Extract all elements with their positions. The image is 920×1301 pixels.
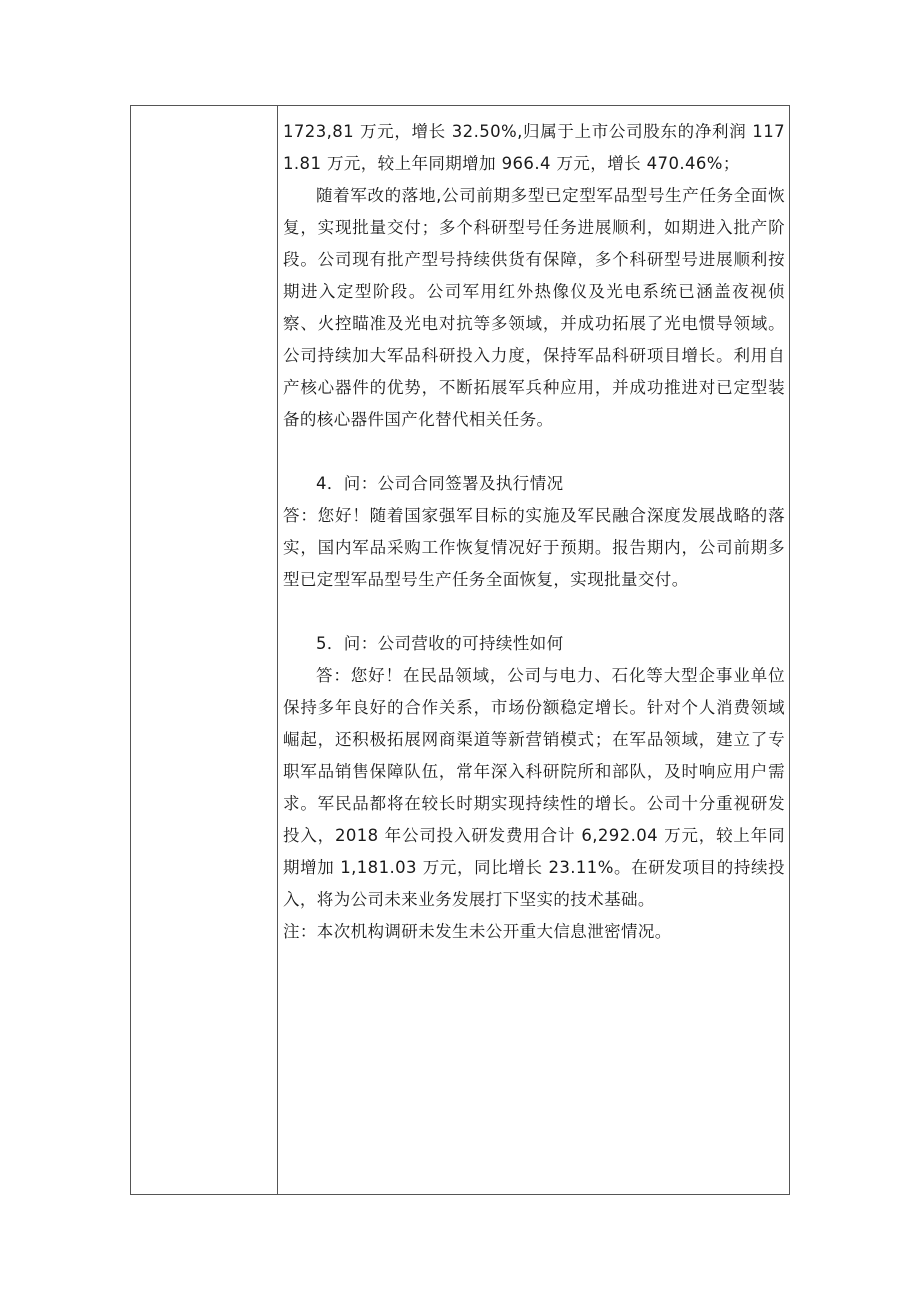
revenue-paragraph: 1723,81 万元，增长 32.50%,归属于上市公司股东的净利润 1171.81 万元，较上年同期增加 966.4 万元，增长 470.46%；: [283, 122, 785, 173]
question-4: 4．问：公司合同签署及执行情况: [316, 474, 564, 493]
military-reform-paragraph: 随着军改的落地,公司前期多型已定型军品型号生产任务全面恢复，实现批量交付；多个科研型号任务进展顺利，如期进入批产阶段。公司现有批产型号持续供货有保障，多个科研型号进展顺利按期进入定型阶段。公司军用红外热像仪及光电系统已涵盖夜视侦察、火控瞄准及光电对抗等多领域，并成功拓展了光电惯导领域。公司持续加大军品科研投入力度，保持军品科研项目增长。利用自产核心器件的优势，不断拓展军兵种应用，并成功推进对已定型装备的核心器件国产化替代相关任务。: [283, 186, 785, 429]
table-content-column: [279, 106, 789, 1194]
table-label-column: [131, 106, 278, 1194]
answer-4: 答：您好！随着国家强军目标的实施及军民融合深度发展战略的落实，国内军品采购工作恢复情况好于预期。报告期内，公司前期多型已定型军品型号生产任务全面恢复，实现批量交付。: [283, 506, 785, 589]
spacer: [283, 596, 785, 628]
answer-5: 答：您好！在民品领域，公司与电力、石化等大型企事业单位保持多年良好的合作关系，市场份额稳定增长。针对个人消费领域崛起，还积极拓展网商渠道等新营销模式；在军品领域，建立了专职军品销售保障队伍，常年深入科研院所和部队，及时响应用户需求。军民品都将在较长时期实现持续性的增长。公司十分重视研发投入，2018 年公司投入研发费用合计 6,292.04 万元，较上年同期增加 1,181.03 万元，同比增长 23.11%。在研发项目的持续投入，将为公司未来业务发展打下坚实的技术基础。: [283, 666, 785, 909]
document-table: [130, 105, 790, 1195]
spacer: [283, 436, 785, 468]
disclosure-note: 注：本次机构调研未发生未公开重大信息泄密情况。: [283, 922, 672, 941]
question-5: 5．问：公司营收的可持续性如何: [316, 634, 564, 653]
